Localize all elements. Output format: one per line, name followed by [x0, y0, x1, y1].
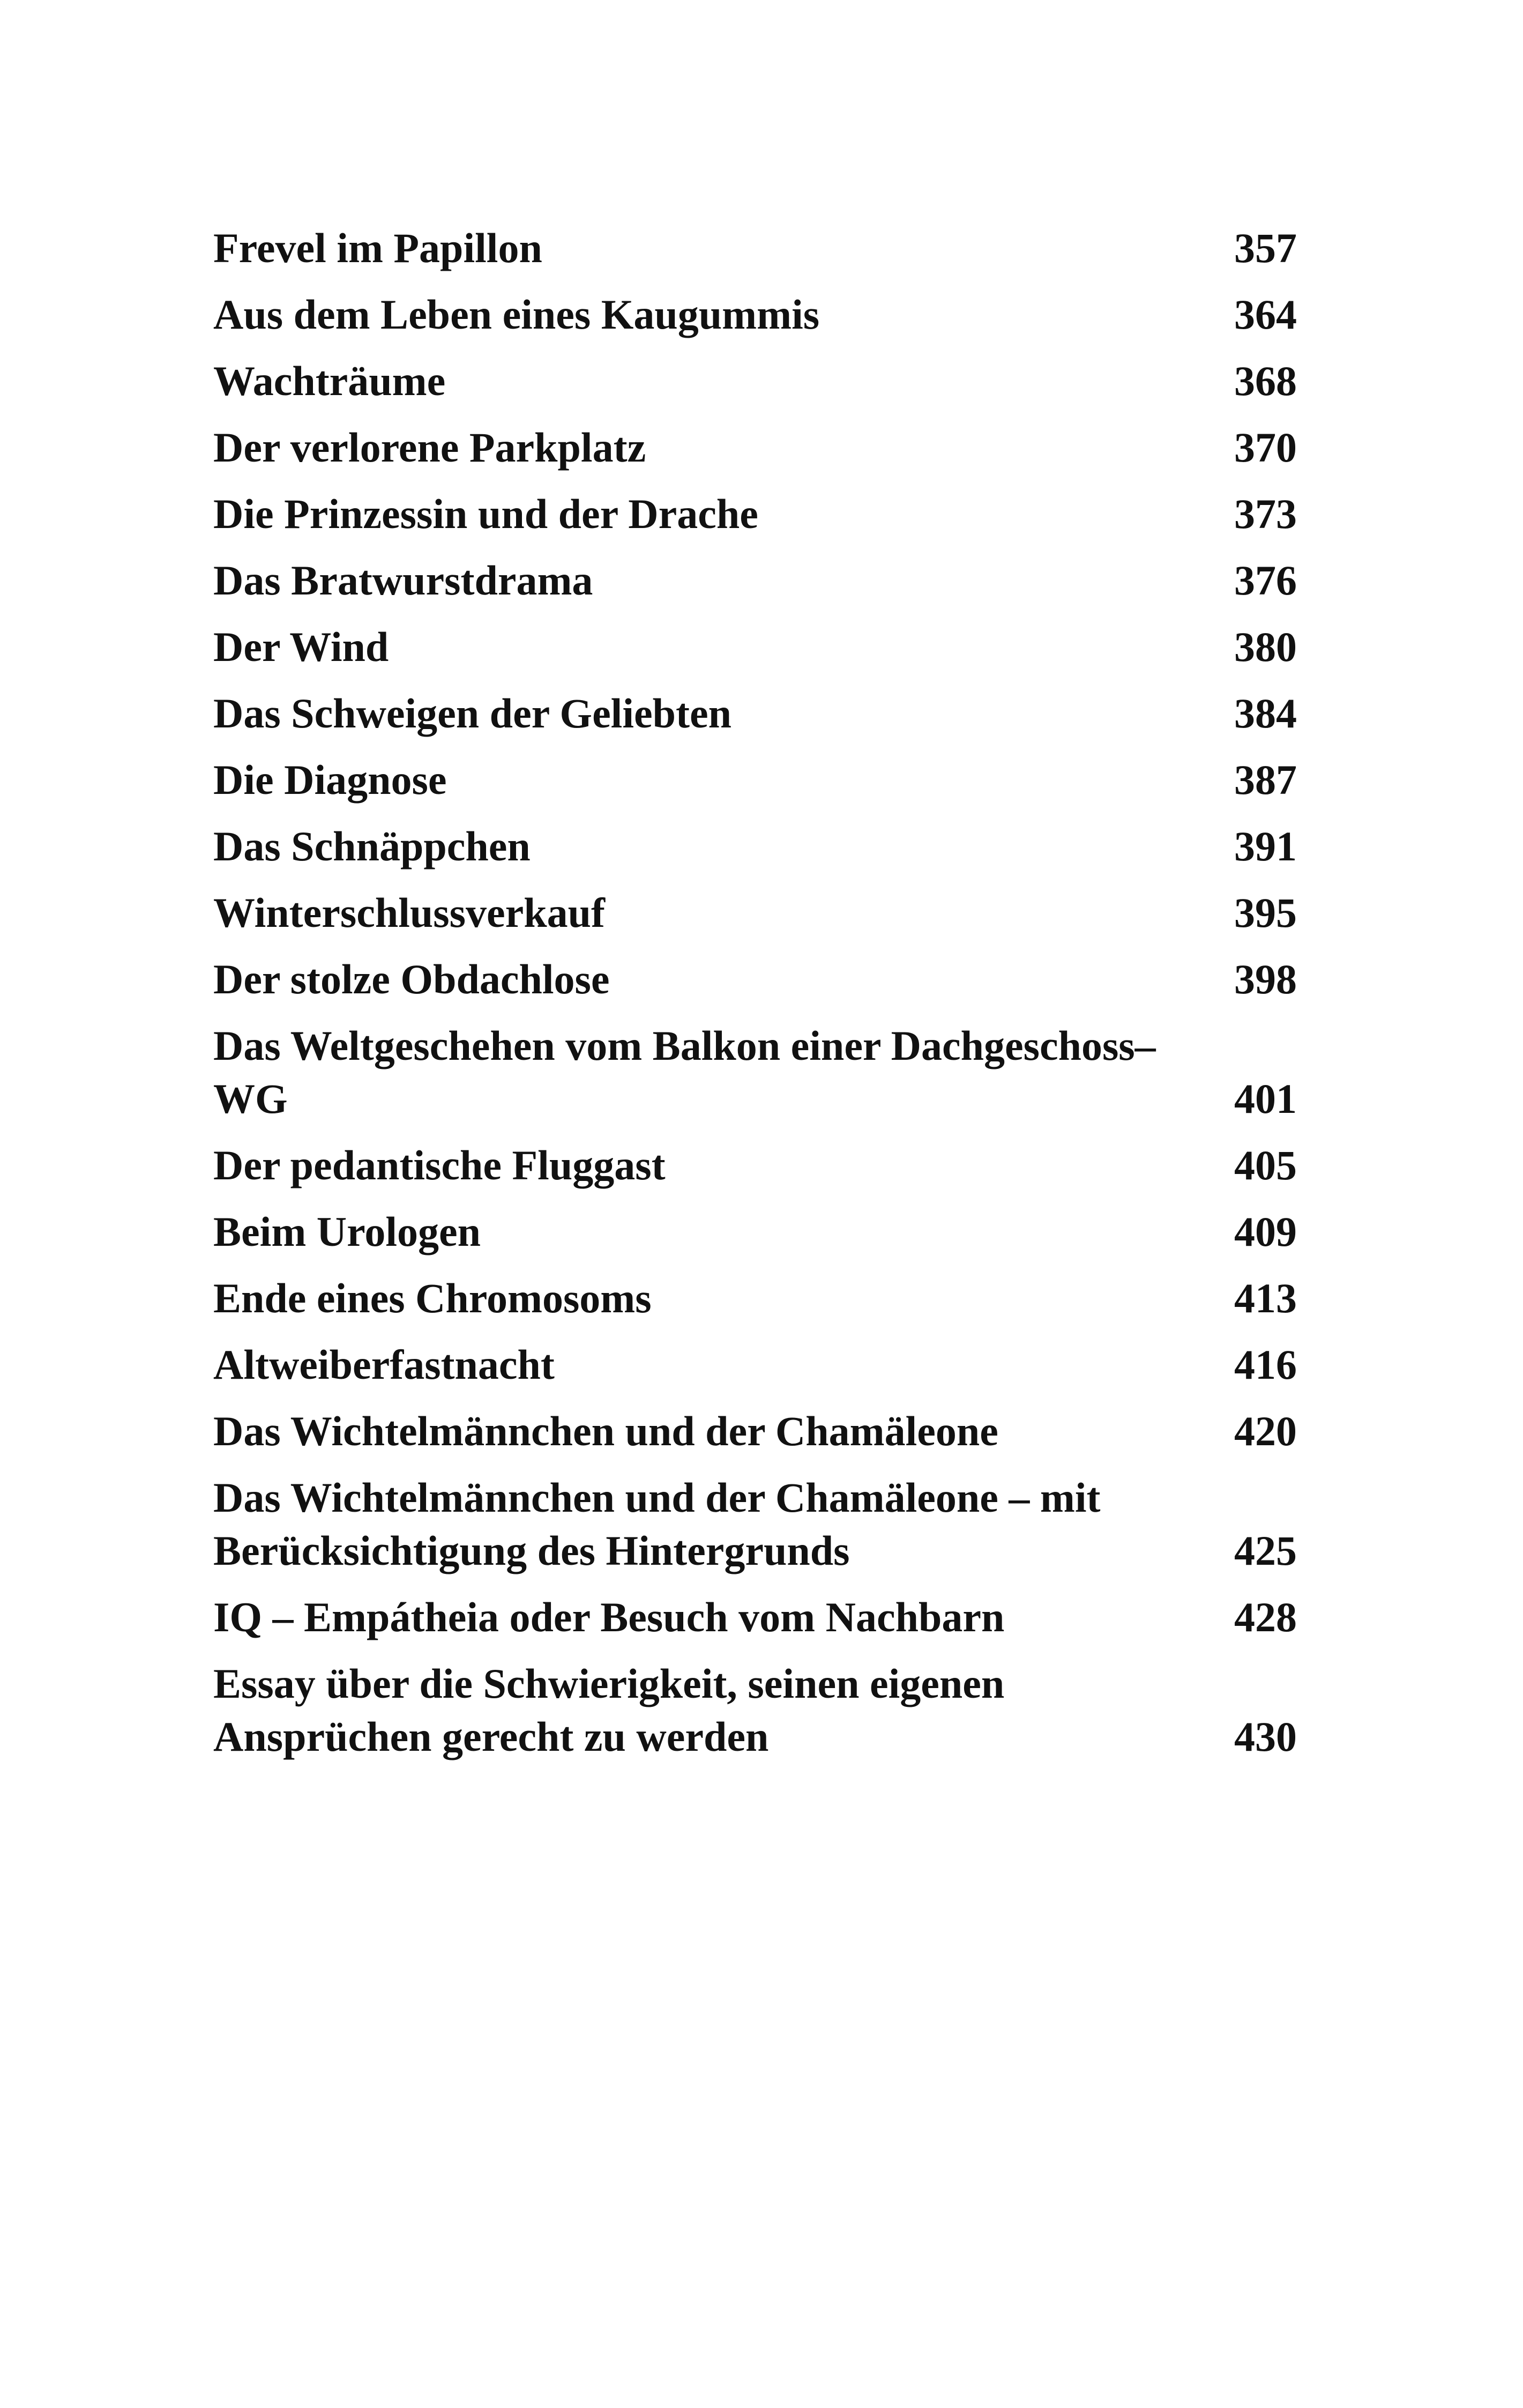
toc-entry — [213, 620, 1297, 673]
toc-entry — [213, 1205, 1297, 1258]
toc-entry — [213, 1404, 1297, 1458]
toc-entry-page: 416 — [1234, 1341, 1297, 1388]
toc-entry — [213, 953, 1297, 1006]
toc-entry-title: Das Wichtelmännchen und der Chamäleone – mit Berücksichtigung des Hintergrunds — [213, 1474, 1101, 1574]
toc-entry-title: IQ – Empátheia oder Besuch vom Nachbarn — [213, 1594, 1005, 1640]
toc-entry-title: Frevel im Papillon — [213, 225, 542, 271]
toc-entry-page: 430 — [1234, 1713, 1297, 1760]
toc-entry-title: Das Wichtelmännchen und der Chamäleone — [213, 1408, 998, 1454]
toc-entry-title: Der Wind — [213, 623, 389, 670]
toc-entry-page: 420 — [1234, 1408, 1297, 1454]
toc-entry-title: Aus dem Leben eines Kaugummis — [213, 291, 820, 338]
toc-entry-title: Der pedantische Fluggast — [213, 1142, 666, 1188]
toc-entry-page: 401 — [1234, 1075, 1297, 1122]
toc-entry — [213, 221, 1297, 274]
toc-entry — [213, 1019, 1297, 1125]
toc-entry-page: 409 — [1234, 1208, 1297, 1255]
toc-entry-title: Die Prinzessin und der Drache — [213, 490, 758, 537]
toc-entry-page: 428 — [1234, 1594, 1297, 1640]
toc-entry-title: Der stolze Obdachlose — [213, 956, 610, 1002]
toc-entry-page: 364 — [1234, 291, 1297, 338]
toc-entry-title: Beim Urologen — [213, 1208, 481, 1255]
toc-entry-title: Wachträume — [213, 358, 446, 404]
toc-entry — [213, 1657, 1297, 1763]
toc-entry-page: 405 — [1234, 1142, 1297, 1188]
toc-entry-title: Ende eines Chromosoms — [213, 1275, 652, 1321]
toc-entry-page: 391 — [1234, 823, 1297, 869]
toc-entry-page: 357 — [1234, 225, 1297, 271]
toc-entry — [213, 554, 1297, 607]
toc-entry — [213, 288, 1297, 341]
toc-entry-page: 395 — [1234, 889, 1297, 936]
toc-entry — [213, 1338, 1297, 1391]
toc-entry-page: 373 — [1234, 490, 1297, 537]
toc-entry-title: Die Diagnose — [213, 756, 447, 803]
toc-entry-page: 398 — [1234, 956, 1297, 1002]
toc-entry-page: 387 — [1234, 756, 1297, 803]
toc-entry-page: 380 — [1234, 623, 1297, 670]
toc-entry — [213, 487, 1297, 540]
toc-entry — [213, 1591, 1297, 1644]
toc-entry — [213, 687, 1297, 740]
toc-entry-title: Das Bratwurstdrama — [213, 557, 593, 604]
toc-entry-title: Der verlorene Parkplatz — [213, 424, 646, 471]
table-of-contents — [213, 221, 1297, 1777]
toc-entry-title: Das Weltgeschehen vom Balkon einer Dachgeschoss– WG — [213, 1022, 1156, 1122]
toc-entry — [213, 820, 1297, 873]
toc-entry-title: Das Schnäppchen — [213, 823, 531, 869]
toc-entry — [213, 886, 1297, 939]
toc-entry-title: Altweiberfastnacht — [213, 1341, 555, 1388]
toc-entry-title: Essay über die Schwierigkeit, seinen eigenen Ansprüchen gerecht zu werden — [213, 1660, 1005, 1760]
toc-entry-page: 370 — [1234, 424, 1297, 471]
toc-entry-page: 384 — [1234, 690, 1297, 737]
toc-entry-page: 413 — [1234, 1275, 1297, 1321]
toc-entry-title: Das Schweigen der Geliebten — [213, 690, 732, 737]
toc-entry-title: Winterschlussverkauf — [213, 889, 605, 936]
toc-entry — [213, 354, 1297, 407]
toc-entry-page: 425 — [1234, 1527, 1297, 1574]
toc-entry — [213, 753, 1297, 806]
toc-entry-page: 368 — [1234, 358, 1297, 404]
toc-entry — [213, 1272, 1297, 1325]
toc-entry — [213, 1471, 1297, 1577]
toc-entry — [213, 1139, 1297, 1192]
toc-entry — [213, 421, 1297, 474]
toc-entry-page: 376 — [1234, 557, 1297, 604]
